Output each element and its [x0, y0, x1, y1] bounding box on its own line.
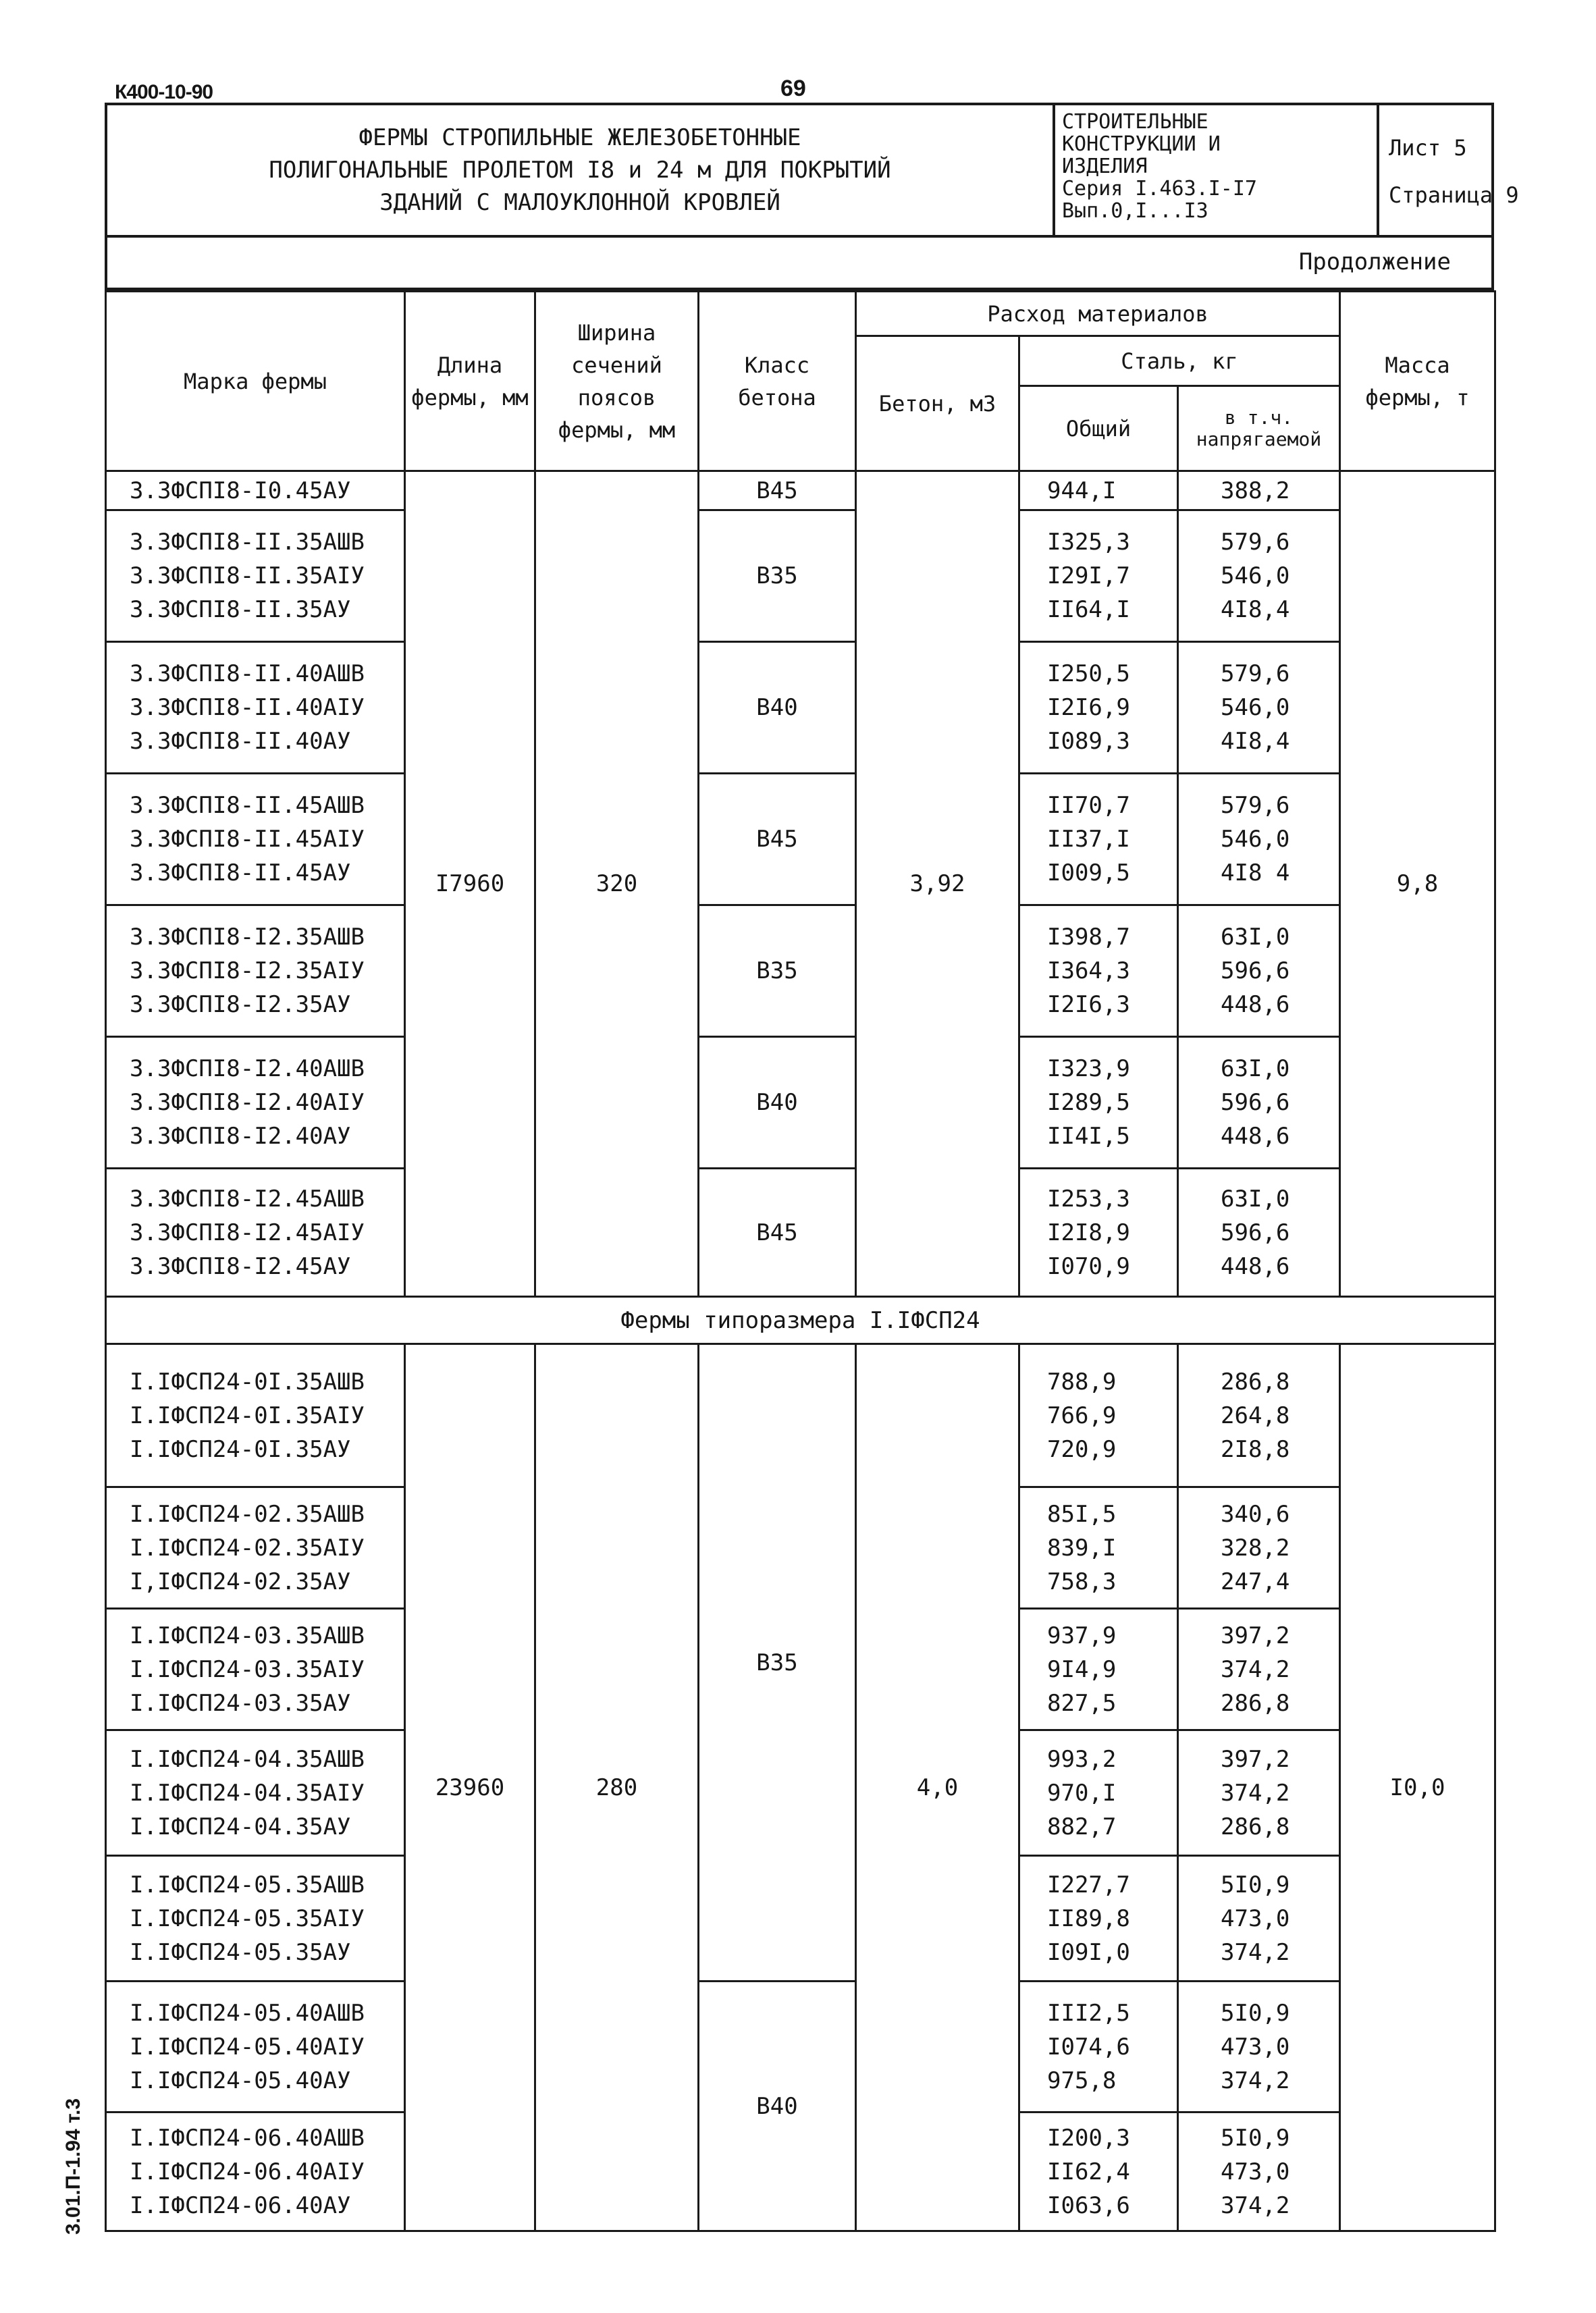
- truss-marks: 3.3ФСПI8-I0.45АУ: [106, 471, 405, 510]
- steel-total: 937,9 9I4,9 827,5: [1019, 1609, 1178, 1730]
- page-number: 69: [780, 76, 806, 101]
- concrete-volume: 4,0: [856, 1344, 1019, 2231]
- concrete-class: B35: [699, 905, 856, 1037]
- steel-prestressed: 388,2: [1178, 471, 1340, 510]
- concrete-class: B35: [699, 1344, 856, 1982]
- concrete-class: B45: [699, 774, 856, 905]
- concrete-class: B45: [699, 471, 856, 510]
- document-code: К400-10-90: [115, 81, 213, 103]
- concrete-class: B40: [699, 1982, 856, 2231]
- truss-mass: I0,0: [1340, 1344, 1495, 2231]
- steel-total: 993,2 970,I 882,7: [1019, 1730, 1178, 1856]
- truss-marks: I.IФСП24-06.40АШВ I.IФСП24-06.40АIУ I.IФСП24-06.40АУ: [106, 2112, 405, 2231]
- chord-width: 320: [535, 471, 699, 1297]
- steel-total: I200,3 II62,4 I063,6: [1019, 2112, 1178, 2231]
- continuation-label: Продолжение: [1298, 248, 1451, 275]
- table-row: [106, 1037, 1495, 1169]
- table-row: [106, 1982, 1495, 2112]
- truss-marks: I.IФСП24-04.35АШВ I.IФСП24-04.35АIУ I.IФСП24-04.35АУ: [106, 1730, 405, 1856]
- steel-prestressed: 579,6 546,0 4I8,4: [1178, 510, 1340, 642]
- steel-prestressed: 579,6 546,0 4I8 4: [1178, 774, 1340, 905]
- col-header-steel: Сталь, кг: [1019, 336, 1340, 386]
- steel-total: I253,3 I2I8,9 I070,9: [1019, 1169, 1178, 1297]
- truss-marks: I.IФСП24-05.35АШВ I.IФСП24-05.35АIУ I.IФСП24-05.35АУ: [106, 1856, 405, 1982]
- col-header-mass: Масса фермы, т: [1340, 292, 1495, 471]
- section-title: Фермы типоразмера I.IФСП24: [106, 1297, 1495, 1344]
- title-block: [105, 103, 1519, 238]
- steel-prestressed: 63I,0 596,6 448,6: [1178, 1037, 1340, 1169]
- steel-total: I325,3 I29I,7 II64,I: [1019, 510, 1178, 642]
- steel-prestressed: 397,2 374,2 286,8: [1178, 1609, 1340, 1730]
- series-line-5: Вып.0,I...I3: [1062, 199, 1208, 223]
- truss-marks: 3.3ФСПI8-I2.35АШВ 3.3ФСПI8-I2.35АIУ 3.3ФСПI8-I2.35АУ: [106, 905, 405, 1037]
- table-row: [106, 510, 1495, 642]
- steel-total: II70,7 II37,I I009,5: [1019, 774, 1178, 905]
- truss-marks: 3.3ФСПI8-I2.45АШВ 3.3ФСПI8-I2.45АIУ 3.3ФСПI8-I2.45АУ: [106, 1169, 405, 1297]
- truss-mass: 9,8: [1340, 471, 1495, 1297]
- steel-total: 944,I: [1019, 471, 1178, 510]
- concrete-class: B40: [699, 1037, 856, 1169]
- truss-length: I7960: [405, 471, 535, 1297]
- chord-width: 280: [535, 1344, 699, 2231]
- truss-marks: 3.3ФСПI8-II.45АШВ 3.3ФСПI8-II.45АIУ 3.3ФСПI8-II.45АУ: [106, 774, 405, 905]
- steel-total: I250,5 I2I6,9 I089,3: [1019, 642, 1178, 774]
- truss-marks: I.IФСП24-0I.35АШВ I.IФСП24-0I.35АIУ I.IФСП24-0I.35АУ: [106, 1344, 405, 1487]
- col-header-concrete-class: Класс бетона: [699, 292, 856, 471]
- series-line-3: ИЗДЕЛИЯ: [1062, 155, 1148, 178]
- concrete-class: B40: [699, 642, 856, 774]
- concrete-class: B45: [699, 1169, 856, 1297]
- table-row: [106, 471, 1495, 510]
- table-row: [106, 642, 1495, 774]
- col-header-mark: Марка фермы: [106, 292, 405, 471]
- table-row: [106, 1344, 1495, 1487]
- truss-length: 23960: [405, 1344, 535, 2231]
- table-row: [106, 774, 1495, 905]
- series-line-1: СТРОИТЕЛЬНЫЕ: [1062, 110, 1208, 134]
- steel-total: III2,5 I074,6 975,8: [1019, 1982, 1178, 2112]
- sheet-number: Лист 5: [1389, 135, 1467, 161]
- truss-marks: 3.3ФСПI8-I2.40АШВ 3.3ФСПI8-I2.40АIУ 3.3ФСПI8-I2.40АУ: [106, 1037, 405, 1169]
- steel-prestressed: 5I0,9 473,0 374,2: [1178, 1982, 1340, 2112]
- steel-prestressed: 63I,0 596,6 448,6: [1178, 1169, 1340, 1297]
- series-line-2: КОНСТРУКЦИИ И: [1062, 132, 1221, 156]
- document-title: [107, 105, 1053, 235]
- truss-marks: 3.3ФСПI8-II.40АШВ 3.3ФСПI8-II.40АIУ 3.3ФСПI8-II.40АУ: [106, 642, 405, 774]
- page-label: Страница 9: [1389, 182, 1519, 208]
- col-header-length: Длина фермы, мм: [405, 292, 535, 471]
- col-header-steel-total: Общий: [1019, 386, 1178, 471]
- series-line-4: Серия I.463.I-I7: [1062, 177, 1257, 201]
- steel-prestressed: 340,6 328,2 247,4: [1178, 1487, 1340, 1609]
- steel-total: 85I,5 839,I 758,3: [1019, 1487, 1178, 1609]
- continuation-bar: [105, 238, 1494, 290]
- truss-marks: I.IФСП24-03.35АШВ I.IФСП24-03.35АIУ I.IФСП24-03.35АУ: [106, 1609, 405, 1730]
- title-line-1: ФЕРМЫ СТРОПИЛЬНЫЕ ЖЕЛЕЗОБЕТОННЫЕ: [358, 124, 801, 151]
- steel-total: I323,9 I289,5 II4I,5: [1019, 1037, 1178, 1169]
- series-info: [1053, 105, 1379, 235]
- steel-total: I227,7 II89,8 I09I,0: [1019, 1856, 1178, 1982]
- steel-prestressed: 286,8 264,8 2I8,8: [1178, 1344, 1340, 1487]
- concrete-class: B35: [699, 510, 856, 642]
- sheet-info: [1379, 105, 1519, 235]
- steel-prestressed: 579,6 546,0 4I8,4: [1178, 642, 1340, 774]
- steel-total: I398,7 I364,3 I2I6,3: [1019, 905, 1178, 1037]
- truss-marks: I.IФСП24-05.40АШВ I.IФСП24-05.40АIУ I.IФСП24-05.40АУ: [106, 1982, 405, 2112]
- col-header-steel-prestressed: в т.ч. напрягаемой: [1178, 386, 1340, 471]
- steel-prestressed: 5I0,9 473,0 374,2: [1178, 1856, 1340, 1982]
- truss-marks: 3.3ФСПI8-II.35АШВ 3.3ФСПI8-II.35АIУ 3.3ФСПI8-II.35АУ: [106, 510, 405, 642]
- col-header-materials: Расход материалов: [856, 292, 1340, 336]
- steel-prestressed: 5I0,9 473,0 374,2: [1178, 2112, 1340, 2231]
- col-header-width: Ширина сечений поясов фермы, мм: [535, 292, 699, 471]
- side-stamp-label: 3.01.П-1.94 т.3: [62, 2098, 84, 2235]
- title-line-3: ЗДАНИЙ С МАЛОУКЛОННОЙ КРОВЛЕЙ: [379, 189, 780, 216]
- title-line-2: ПОЛИГОНАЛЬНЫЕ ПРОЛЕТОМ I8 и 24 м ДЛЯ ПОКРЫТИЙ: [269, 157, 891, 184]
- table-row: [106, 1169, 1495, 1297]
- steel-total: 788,9 766,9 720,9: [1019, 1344, 1178, 1487]
- col-header-concrete-volume: Бетон, м3: [856, 336, 1019, 471]
- truss-marks: I.IФСП24-02.35АШВ I.IФСП24-02.35АIУ I,IФСП24-02.35АУ: [106, 1487, 405, 1609]
- table-row: [106, 905, 1495, 1037]
- steel-prestressed: 397,2 374,2 286,8: [1178, 1730, 1340, 1856]
- steel-prestressed: 63I,0 596,6 448,6: [1178, 905, 1340, 1037]
- trusses-table: [105, 290, 1496, 2232]
- concrete-volume: 3,92: [856, 471, 1019, 1297]
